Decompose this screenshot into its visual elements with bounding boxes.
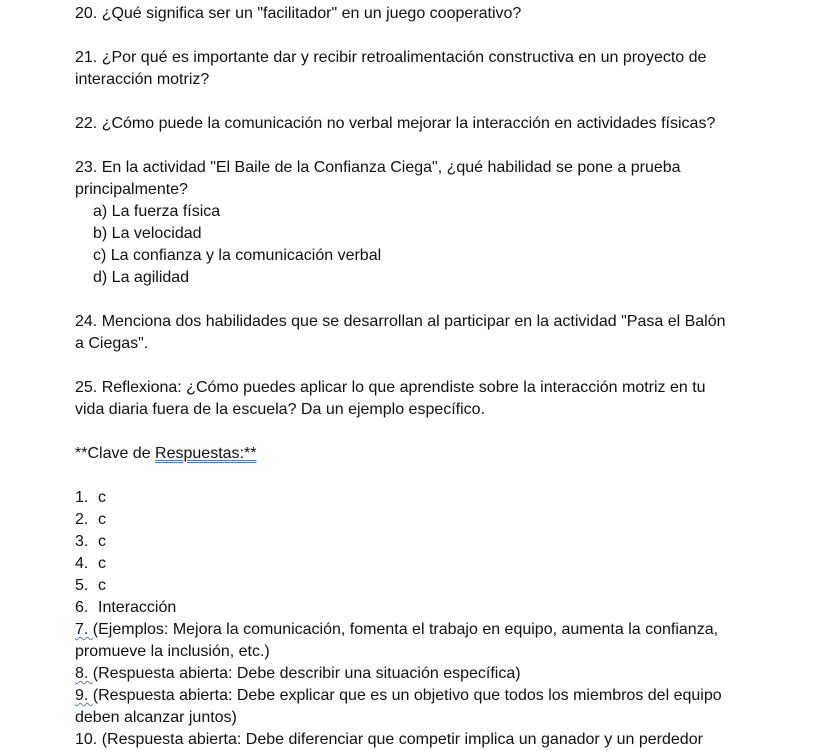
question-23-option-c: c) La confianza y la comunicación verbal: [93, 247, 382, 264]
question-25-line-1: 25. Reflexiona: ¿Cómo puedes aplicar lo que aprendiste sobre la interacción motriz en tu: [75, 379, 706, 396]
answer-item: [75, 575, 755, 597]
answer-7-text: (Ejemplos: Mejora la comunicación, fomenta el trabajo en equipo, aumenta la confianza,: [92, 621, 719, 638]
question-20: 20. ¿Qué significa ser un "facilitador" en un juego cooperativo?: [75, 5, 522, 22]
question-23-option-d: d) La agilidad: [93, 269, 190, 286]
answer-text: c: [98, 533, 106, 550]
question-24-line-2: a Ciegas".: [75, 335, 149, 352]
question-23-option-a: a) La fuerza física: [93, 203, 221, 220]
answer-9-line-1: [75, 685, 755, 707]
answer-7-number: 7.: [75, 621, 93, 638]
answer-number: 1.: [75, 489, 89, 506]
answer-8-number: 8.: [75, 665, 93, 682]
answer-text: c: [98, 555, 106, 572]
answer-key-heading-word: Respuestas:**: [155, 445, 257, 462]
answer-10-line-1: 10. (Respuesta abierta: Debe diferenciar que competir implica un ganador y un perdedor: [75, 731, 703, 748]
question-21-line-1: 21. ¿Por qué es importante dar y recibir retroalimentación constructiva en un proyecto de: [75, 49, 707, 66]
answer-number: 5.: [75, 577, 89, 594]
answer-8: [75, 663, 755, 685]
answer-number: 6.: [75, 599, 89, 616]
question-21-line-2: interacción motriz?: [75, 71, 210, 88]
question-25-line-2: vida diaria fuera de la escuela? Da un ejemplo específico.: [75, 401, 486, 418]
question-22: 22. ¿Cómo puede la comunicación no verbal mejorar la interacción en actividades físicas?: [75, 115, 716, 132]
answer-7-line-2: promueve la inclusión, etc.): [75, 643, 270, 660]
answer-item: [75, 597, 755, 619]
answer-item: [75, 531, 755, 553]
answer-8-text: (Respuesta abierta: Debe describir una situación específica): [92, 665, 521, 682]
answer-text: c: [98, 577, 106, 594]
answer-item: [75, 553, 755, 575]
answer-key-heading: [75, 443, 755, 465]
answer-number: 3.: [75, 533, 89, 550]
document-page: [75, 3, 755, 751]
answer-item: [75, 487, 755, 509]
answer-9-text: (Respuesta abierta: Debe explicar que es un objetivo que todos los miembros del equipo: [92, 687, 722, 704]
answer-text: c: [98, 489, 106, 506]
answer-number: 2.: [75, 511, 89, 528]
answer-text: c: [98, 511, 106, 528]
question-23-line-2: principalmente?: [75, 181, 188, 198]
answer-text: Interacción: [98, 599, 177, 616]
question-23-option-b: b) La velocidad: [93, 225, 202, 242]
answer-9-number: 9.: [75, 687, 93, 704]
answer-7-line-1: [75, 619, 755, 641]
question-24-line-1: 24. Menciona dos habilidades que se desarrollan al participar en la actividad "Pasa el Balón: [75, 313, 726, 330]
answer-key-heading-prefix: **Clave de: [75, 445, 156, 462]
question-23-line-1: 23. En la actividad "El Baile de la Confianza Ciega", ¿qué habilidad se pone a prueba: [75, 159, 681, 176]
answer-9-line-2: deben alcanzar juntos): [75, 709, 237, 726]
answer-item: [75, 509, 755, 531]
answer-number: 4.: [75, 555, 89, 572]
